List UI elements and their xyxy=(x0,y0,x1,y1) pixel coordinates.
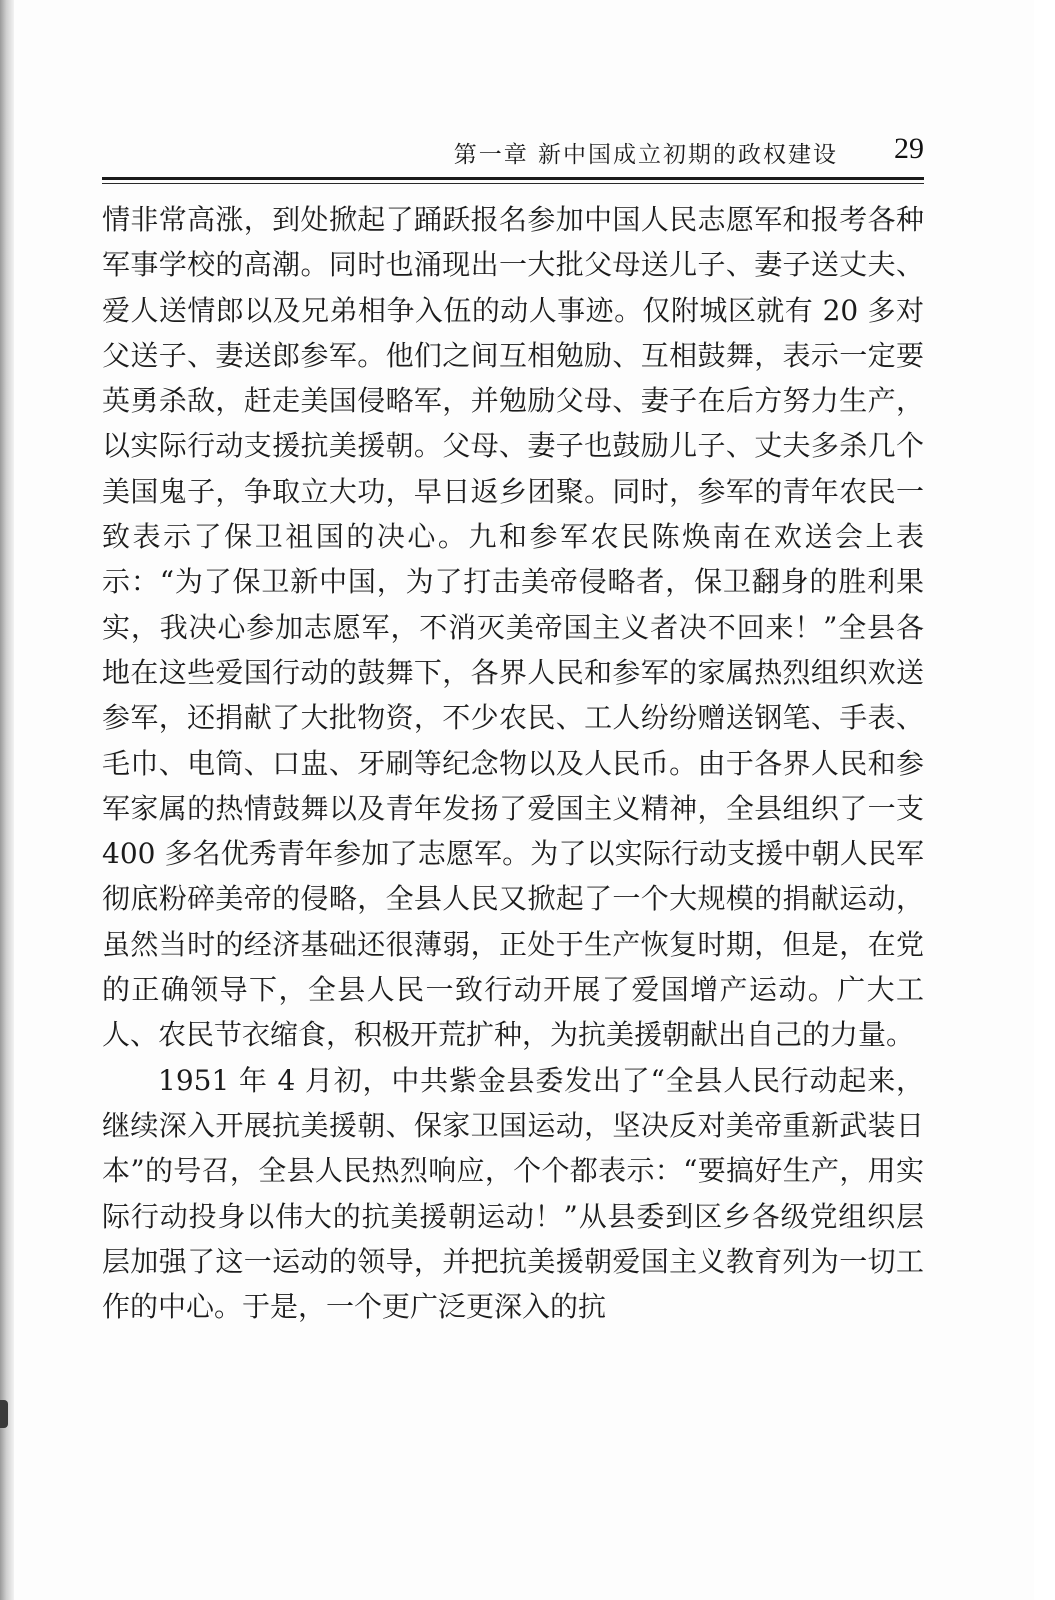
page-binding-shadow xyxy=(0,0,14,1600)
paragraph: 情非常高涨，到处掀起了踊跃报名参加中国人民志愿军和报考各种军事学校的高潮。同时也涌现出一大批父母送儿子、妻子送丈夫、爱人送情郎以及兄弟相争入伍的动人事迹。仅附城区就有 20 多对父送子、妻送郎参军。他们之间互相勉励、互相鼓舞，表示一定要英勇杀敌，赶走美国侵略军，并勉励父母、妻子在后方努力生产，以实际行动支援抗美援朝。父母、妻子也鼓励儿子、丈夫多杀几个美国鬼子，争取立大功，早日返乡团聚。同时，参军的青年农民一致表示了保卫祖国的决心。九和参军农民陈焕南在欢送会上表示：“为了保卫新中国，为了打击美帝侵略者，保卫翻身的胜利果实，我决心参加志愿军，不消灭美帝国主义者决不回来！”全县各地在这些爱国行动的鼓舞下，各界人民和参军的家属热烈组织欢送参军，还捐献了大批物资，不少农民、工人纷纷赠送钢笔、手表、毛巾、电筒、口盅、牙刷等纪念物以及人民币。由于各界人民和参军家属的热情鼓舞以及青年发扬了爱国主义精神，全县组织了一支 400 多名优秀青年参加了志愿军。为了以实际行动支援中朝人民军彻底粉碎美帝的侵略，全县人民又掀起了一个大规模的捐献运动，虽然当时的经济基础还很薄弱，正处于生产恢复时期，但是，在党的正确领导下，全县人民一致行动开展了爱国增产运动。广大工人、农民节衣缩食，积极开荒扩种，为抗美援朝献出自己的力量。 xyxy=(102,203,924,1052)
scan-edge-mark xyxy=(0,1400,8,1428)
running-header xyxy=(102,132,924,172)
page-number: 29 xyxy=(894,132,924,165)
body-text xyxy=(102,197,924,1329)
paragraph: 1951 年 4 月初，中共紫金县委发出了“全县人民行动起来，继续深入开展抗美援朝、保家卫国运动，坚决反对美帝重新武装日本”的号召，全县人民热烈响应，个个都表示：“要搞好生产，用实际行动投身以伟大的抗美援朝运动！”从县委到区乡各级党组织层层加强了这一运动的领导，并把抗美援朝爱国主义教育列为一切工作的中心。于是，一个更广泛更深入的抗 xyxy=(102,1063,924,1324)
chapter-title: 第一章 新中国成立初期的政权建设 xyxy=(453,142,838,168)
header-rule-thick xyxy=(102,177,924,180)
header-rule-thin xyxy=(102,183,924,184)
